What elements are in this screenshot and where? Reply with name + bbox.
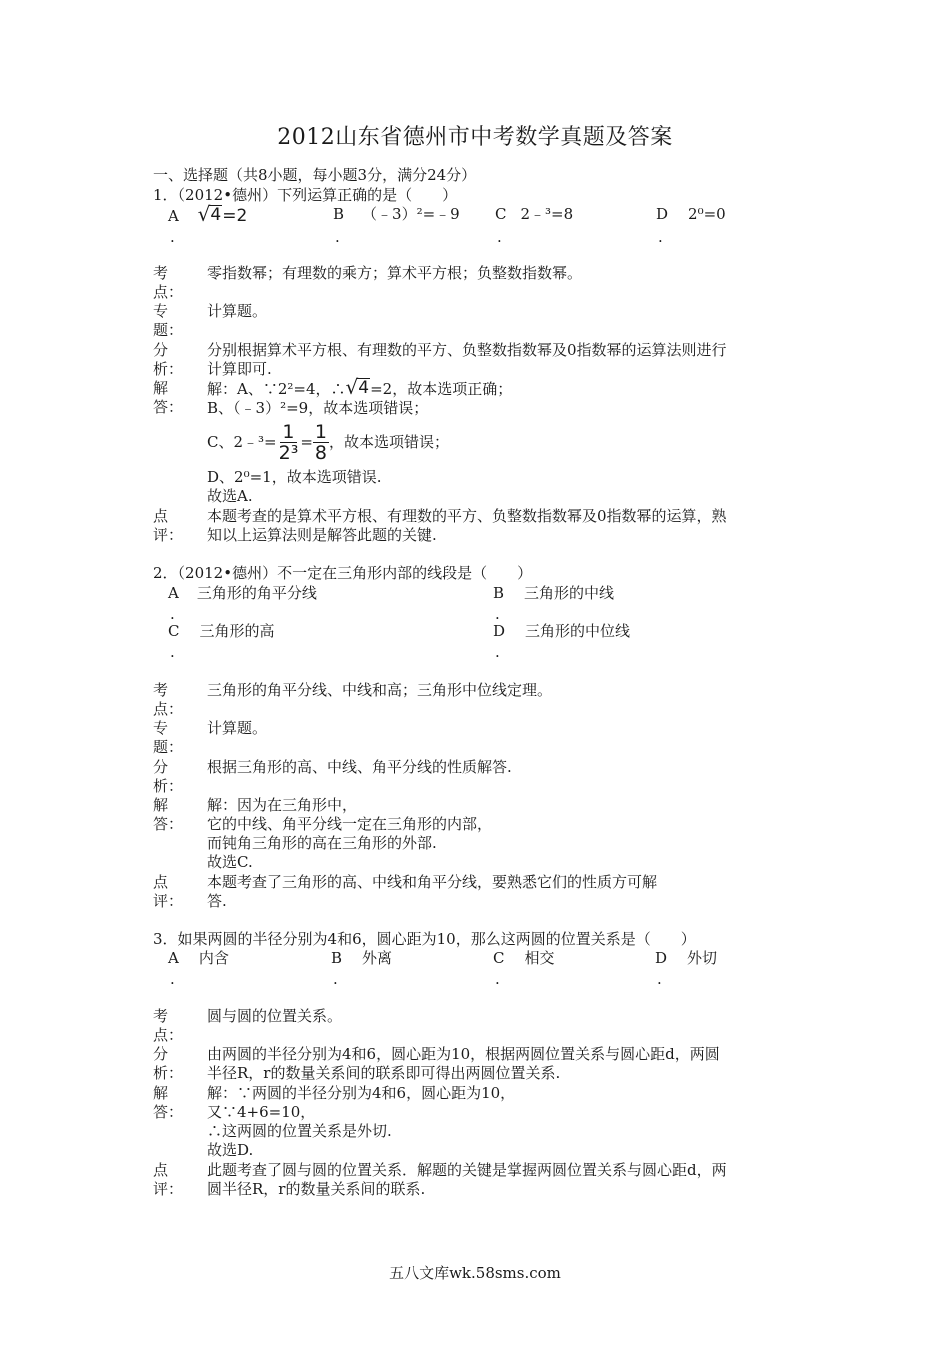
sqrt-expression: √ 4 [197, 202, 222, 226]
label-jie-2: 答： [153, 1103, 184, 1121]
label-kao: 考 [153, 681, 169, 699]
q2-jieda-line4: 故选C. [207, 853, 253, 871]
q2-jieda-line1: 解：因为在三角形中， [207, 796, 358, 814]
option-dot: . [657, 970, 662, 988]
label-dian: 点 [153, 1161, 169, 1179]
option-dot: . [170, 970, 175, 988]
q1-kaodian: 零指数幂；有理数的乘方；算术平方根；负整数指数幂。 [207, 264, 583, 282]
section-header: 一、选择题（共8小题，每小题3分，满分24分） [153, 166, 477, 184]
label-fen: 分 [153, 1045, 169, 1063]
option-dot: . [495, 605, 500, 623]
label-dian: 点 [153, 873, 169, 891]
option-dot: . [495, 643, 500, 661]
label-fen-2: 析： [153, 360, 184, 378]
q3-dianping-line2: 圆半径R，r的数量关系间的联系. [207, 1180, 426, 1198]
q2-jieda-line3: 而钝角三角形的高在三角形的外部. [207, 834, 437, 852]
q2-fenxi: 根据三角形的高、中线、角平分线的性质解答. [207, 758, 512, 776]
option-dot: . [333, 970, 338, 988]
q1-jieda-line5: 故选A. [207, 487, 253, 505]
q1-option-d: D 2⁰=0 [656, 205, 726, 223]
q2-option-a: A 三角形的角平分线 [168, 584, 317, 602]
q1-jieda-line1: 解：A、∵2²=4，∴ √ 4 =2，故本选项正确； [207, 375, 513, 399]
label-fen-2: 析： [153, 777, 184, 795]
q3-jieda-line3: ∴这两圆的位置关系是外切. [207, 1122, 392, 1140]
q3-dianping-line1: 此题考查了圆与圆的位置关系．解题的关键是掌握两圆位置关系与圆心距d，两 [207, 1161, 727, 1179]
sqrt-expression: √ 4 [345, 375, 370, 399]
q1-dianping-line2: 知以上运算法则是解答此题的关键. [207, 526, 437, 544]
q3-jieda-line4: 故选D. [207, 1141, 254, 1159]
q1-stem: 1．（2012•德州）下列运算正确的是（ ） [153, 186, 458, 204]
q1-option-b: B （﹣3）²=﹣9 [333, 205, 460, 223]
label-zhuan: 专 [153, 302, 169, 320]
label-fen-2: 析： [153, 1064, 184, 1082]
q2-option-b: B 三角形的中线 [493, 584, 615, 602]
q3-stem: 3．如果两圆的半径分别为4和6，圆心距为10，那么这两圆的位置关系是（ ） [153, 930, 696, 948]
option-dot: . [335, 228, 340, 246]
q3-fenxi-line1: 由两圆的半径分别为4和6，圆心距为10，根据两圆位置关系与圆心距d，两圆 [207, 1045, 720, 1063]
q3-jieda-line2: 又∵4+6=10， [207, 1103, 316, 1121]
label-jie: 解 [153, 379, 169, 397]
q1-dianping-line1: 本题考查的是算术平方根、有理数的平方、负整数指数幂及0指数幂的运算，熟 [207, 507, 727, 525]
q1-jieda-line2: B、（﹣3）²=9，故本选项错误； [207, 399, 429, 417]
q1-option-c: C 2﹣³=8 [495, 205, 574, 223]
label-zhuan: 专 [153, 719, 169, 737]
q1-zhuanti: 计算题。 [207, 302, 268, 320]
q3-option-d: D 外切 [655, 949, 718, 967]
q2-zhuanti: 计算题。 [207, 719, 268, 737]
q1-jieda-line3: C、2﹣³= $\frac{1}{\text{2³}}$ = $\frac{1}{8}$ ，故本选项错误； [207, 420, 450, 464]
q1-option-a: A √ 4 =2 [168, 202, 248, 226]
option-dot: . [170, 605, 175, 623]
q3-jieda-line1: 解：∵两圆的半径分别为4和6，圆心距为10， [207, 1084, 516, 1102]
label-kao-2: 点： [153, 283, 184, 301]
option-dot: . [658, 228, 663, 246]
label-jie: 解 [153, 1084, 169, 1102]
label-kao-2: 点： [153, 700, 184, 718]
q3-fenxi-line2: 半径R，r的数量关系间的联系即可得出两圆位置关系. [207, 1064, 561, 1082]
label-jie-2: 答： [153, 815, 184, 833]
option-dot: . [497, 228, 502, 246]
option-dot: . [170, 228, 175, 246]
document-title: 2012山东省德州市中考数学真题及答案 [277, 125, 673, 150]
q3-kaodian: 圆与圆的位置关系。 [207, 1007, 343, 1025]
option-dot: . [495, 970, 500, 988]
q3-option-c: C 相交 [493, 949, 555, 967]
q2-jieda-line2: 它的中线、角平分线一定在三角形的内部， [207, 815, 493, 833]
label-kao: 考 [153, 1007, 169, 1025]
q1-fenxi-line2: 计算即可. [207, 360, 272, 378]
q2-stem: 2．（2012•德州）不一定在三角形内部的线段是（ ） [153, 564, 533, 582]
page-footer: 五八文库wk.58sms.com [389, 1264, 561, 1282]
q1-jieda-line4: D、2⁰=1，故本选项错误. [207, 468, 382, 486]
fraction: $\frac{1}{\text{2³}}$ [278, 420, 299, 464]
q2-option-c: C 三角形的高 [168, 622, 275, 640]
option-dot: . [170, 643, 175, 661]
label-fen: 分 [153, 758, 169, 776]
label-jie-2: 答： [153, 398, 184, 416]
label-dian-2: 评： [153, 892, 184, 910]
option-letter: A [168, 207, 179, 225]
label-dian-2: 评： [153, 526, 184, 544]
label-fen: 分 [153, 341, 169, 359]
label-kao: 考 [153, 264, 169, 282]
label-zhuan-2: 题： [153, 738, 184, 756]
label-dian-2: 评： [153, 1180, 184, 1198]
q2-kaodian: 三角形的角平分线、中线和高；三角形中位线定理。 [207, 681, 553, 699]
label-jie: 解 [153, 796, 169, 814]
q3-option-a: A 内含 [168, 949, 229, 967]
q2-dianping-line2: 答. [207, 892, 227, 910]
q1-fenxi-line1: 分别根据算术平方根、有理数的平方、负整数指数幂及0指数幂的运算法则进行 [207, 341, 727, 359]
q2-dianping-line1: 本题考查了三角形的高、中线和角平分线，要熟悉它们的性质方可解 [207, 873, 658, 891]
label-dian: 点 [153, 507, 169, 525]
label-kao-2: 点： [153, 1026, 184, 1044]
q3-option-b: B 外离 [331, 949, 393, 967]
fraction: $\frac{1}{8}$ [314, 420, 327, 464]
label-zhuan-2: 题： [153, 321, 184, 339]
q2-option-d: D 三角形的中位线 [493, 622, 631, 640]
